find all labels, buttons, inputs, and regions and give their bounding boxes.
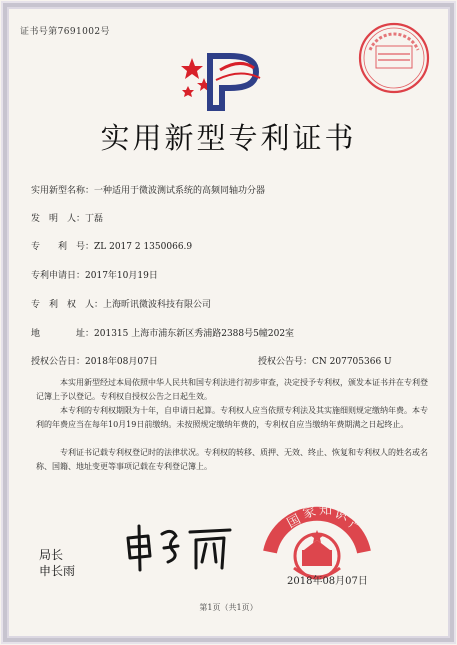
svg-text:产: 产	[346, 516, 365, 536]
filing-date-value: 2017年10月19日	[85, 271, 158, 281]
utility-model-name-value: 一种适用于微波测试系统的高频同轴功分器	[94, 186, 266, 196]
inventor-label: 发 明 人：	[31, 214, 86, 224]
grant-number-label: 授权公告号：	[258, 357, 313, 367]
director-signature-icon	[118, 522, 238, 574]
grant-number-value: CN 207705366 U	[312, 357, 392, 367]
document-title: 实用新型专利证书	[100, 121, 357, 155]
grant-date-label: 授权公告日：	[31, 357, 86, 367]
grant-date-row	[31, 354, 158, 367]
certificate-number: 证书号第7691002号	[20, 27, 110, 37]
patentee-value: 上海昕讯微波科技有限公司	[103, 300, 212, 310]
inventor-row	[31, 211, 103, 224]
paragraph-term-and-fees: 本专利的专利权期限为十年，自申请日起算。专利权人应当依照专利法及其实施细则规定缴纳年费。本专利的年费应当在每年10月19日前缴纳。未按照规定缴纳年费的，专利权自应当缴纳年费期满之日起终止。	[36, 406, 428, 429]
page-footer: 第1页（共1页）	[199, 603, 258, 612]
sipo-logo-icon	[170, 50, 280, 112]
svg-text:知: 知	[319, 503, 333, 518]
seal-date: 2018年08月07日	[287, 576, 368, 587]
grant-date-value: 2018年08月07日	[85, 357, 158, 367]
patent-number-label: 专 利 号：	[31, 242, 95, 252]
director-title: 局长	[39, 548, 64, 562]
inventor-value: 丁磊	[85, 214, 104, 224]
address-value: 201315 上海市浦东新区秀浦路2388号5幢202室	[94, 329, 295, 339]
svg-text:国: 国	[284, 512, 304, 532]
utility-model-name-label: 实用新型名称：	[31, 186, 95, 196]
address-row	[31, 326, 294, 339]
patentee-row	[31, 297, 211, 310]
svg-text:识: 识	[333, 506, 350, 525]
paragraph-grant-statement: 本实用新型经过本局依照中华人民共和国专利法进行初步审查，决定授予专利权，颁发本证书并在专利登记簿上予以登记。专利权自授权公告之日起生效。	[36, 378, 428, 401]
patentee-label: 专 利 权 人：	[31, 300, 104, 310]
filing-date-label: 专利申请日：	[31, 271, 86, 281]
utility-model-name-row	[31, 183, 265, 196]
paragraph-legal-status: 专利证书记载专利权登记时的法律状况。专利权的转移、质押、无效、终止、恢复和专利权人的姓名或名称、国籍、地址变更等事项记载在专利登记簿上。	[36, 448, 428, 471]
director-name: 申长雨	[39, 564, 76, 578]
svg-text:家: 家	[301, 504, 318, 522]
patent-number-value: ZL 2017 2 1350066.9	[94, 242, 193, 252]
agency-stamp-icon	[356, 20, 432, 96]
grant-number-row	[258, 354, 392, 367]
patent-number-row	[31, 239, 192, 252]
filing-date-row	[31, 268, 158, 281]
address-label: 地 址：	[31, 329, 95, 339]
